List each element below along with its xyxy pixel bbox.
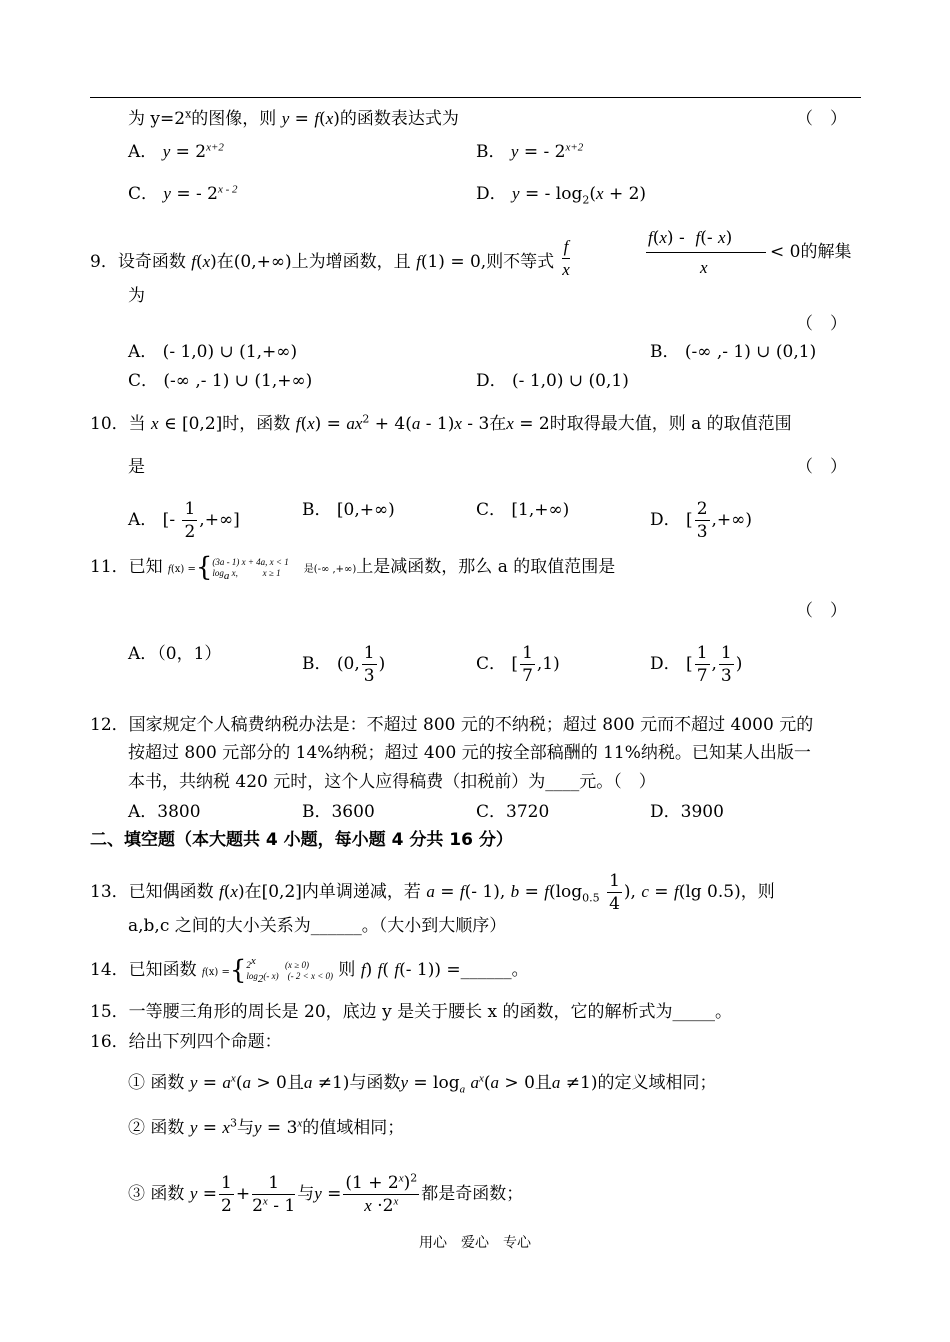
q9-option-b: B． (-∞ ,- 1) ∪ (0,1) (650, 342, 817, 362)
q11-option-a: A．（0，1） (128, 644, 222, 664)
q10-answer-paren: （ ） (796, 457, 847, 477)
q12-option-c: C．3720 (476, 802, 550, 822)
q16-proposition-1: ① 函数 $y = a^x(a > 0$且a ≠1)与函数$y = \log_a a^x(a > 0$且a ≠1)的定义域相同； (128, 1072, 717, 1096)
q12-line-2: 按超过 800 元部分的 14%纳税；超过 400 元的按全部稿酬的 11%纳税。已知某人出版一 (128, 743, 811, 763)
q9-option-d: D． (- 1,0) ∪ (0,1) (476, 371, 629, 391)
q9-stem-end: 为 (128, 286, 145, 306)
q11-option-d: D． [ $\frac{1}{7}$ , $\frac{1}{3}$ ) (650, 643, 743, 686)
q9-inequality-numerator: f(x) - f(- x) (648, 228, 733, 248)
q8-stem: 为 $y=2^x$的图像，则 y = f(x)的函数表达式为 (128, 107, 459, 129)
q13-stem: 13．已知偶函数 f(x)在[0,2]内单调递减，若 a = f(- 1), $b = f(\log_{0.5}$ $\frac{1}{4}$ ), c = f(lg 0.5)，则 (90, 871, 775, 914)
q16-proposition-3: ③ 函数 y = $\frac{1}{2}$ + $\frac{1}{2^x - 1}$ 与y = $\frac{(1 + 2^x)^2}{x \cdot 2^x}$ 都是奇函数； (128, 1171, 524, 1216)
q10-stem-end: 是 (128, 457, 145, 477)
q12-line-3: 本书，共纳税 420 元时，这个人应得稿费（扣税前）为____元。（ ） (128, 772, 656, 792)
q13-line-2: a,b,c 之间的大小关系为______。（大小到大顺序） (128, 916, 507, 936)
page-footer: 用心 爱心 专心 (419, 1235, 531, 1251)
q9-fraction-bar (646, 252, 766, 253)
q12-option-b: B．3600 (302, 802, 375, 822)
q9-option-a: A． (- 1,0) ∪ (1,+∞) (128, 342, 298, 362)
q15-stem: 15．一等腰三角形的周长是 20，底边 y 是关于腰长 x 的函数，它的解析式为_____。 (90, 1002, 732, 1022)
q12-option-d: D．3900 (650, 802, 724, 822)
q9-answer-paren: （ ） (796, 314, 847, 334)
q11-option-c: C． [ $\frac{1}{7}$ ,1) (476, 643, 560, 686)
q8-option-b: B． y = - $2^{x+2}$ (476, 141, 584, 162)
q8-option-a: A． $y = 2^{x+2}$ (128, 141, 224, 162)
q12-option-a: A．3800 (128, 802, 201, 822)
q10-option-a: A． [- $\frac{1}{2}$ ,+∞] (128, 499, 240, 542)
q10-option-b: B． [0,+∞) (302, 500, 395, 520)
q16-stem: 16．给出下列四个命题： (90, 1032, 282, 1052)
q11-answer-paren: （ ） (796, 601, 847, 621)
header-rule (90, 97, 861, 98)
q11-stem: 11．已知 f(x) ={(3a - 1) x + 4a, x < 1 $\log_a x$, x ≥ 1 是(-∞ ,+∞)上是减函数，那么 a 的取值范围是 (90, 552, 616, 583)
q9-stem: 9．设奇函数 f(x)在(0,+∞)上为增函数，且 f(1) = 0,则不等式 $\frac{f}{x}$ (90, 237, 570, 279)
section-heading: 二、填空题（本大题共 4 小题，每小题 4 分共 16 分） (90, 830, 513, 850)
q14-stem: 14．已知函数 $f(x) =\{2^x$ (x ≥ 0) $\log_2(-$ x) (- 2 < x < 0) 则 f) f( f(- 1)) =______。 (90, 954, 529, 986)
q10-stem: 10．当 x ∈ [0,2]时，函数 $f(x) = ax^2 + 4(a - 1)x - 3$在x = 2时取得最大值，则 a 的取值范围 (90, 412, 792, 434)
q11-option-b: B． (0, $\frac{1}{3}$ ) (302, 643, 386, 686)
q8-option-d: D． y = - $\log_2(x + 2)$ (476, 184, 647, 207)
q9-inequality-denominator: x (700, 258, 708, 277)
q9-inequality-tail: < 0的解集 (770, 242, 852, 262)
q10-option-c: C． [1,+∞) (476, 500, 570, 520)
q8-answer-paren: （ ） (796, 109, 847, 129)
q10-option-d: D． [ $\frac{2}{3}$ ,+∞) (650, 499, 752, 542)
q16-proposition-2: ② 函数 $y = x^3$与$y = 3^x$的值域相同； (128, 1116, 405, 1138)
q12-line-1: 12．国家规定个人稿费纳税办法是：不超过 800 元的不纳税；超过 800 元而不超过 4000 元的 (90, 715, 814, 735)
q8-option-c: C． y = - 2$^{x - 2}$ (128, 183, 238, 204)
q9-option-c: C． (-∞ ,- 1) ∪ (1,+∞) (128, 371, 313, 391)
